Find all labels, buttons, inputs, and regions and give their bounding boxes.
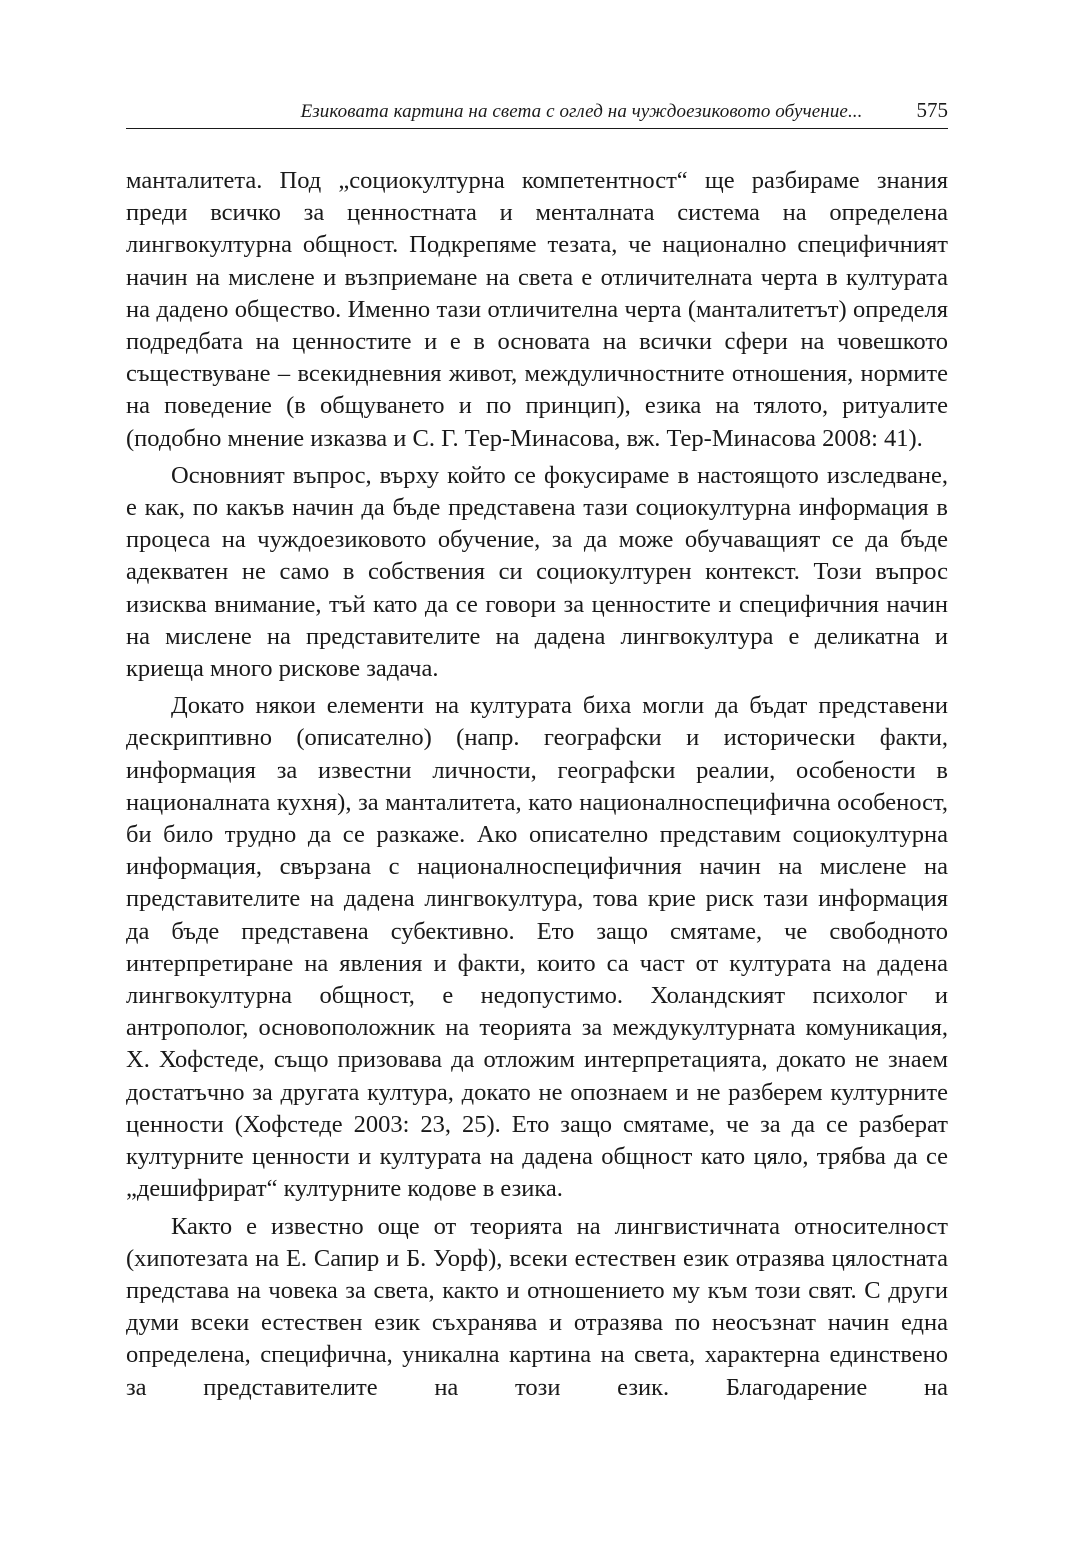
page-number: 575 [916,98,948,122]
paragraph-3: Докато някои елементи на културата биха могли да бъдат представени дескриптивно (описателно) (напр. географски и исторически факти, информация за известни личности, географски реалии, особености в националната кухня), за манталитета, като националноспецифична особеност, би било трудно да се разкаже. Ако описателно представим социокултурна информация, свързана с националноспецифичния начин на мислене на представителите на дадена лингвокултура, това крие риск тази информация да бъде представена субективно. Ето защо смятаме, че свободното интерпретиране на явления и факти, които са част от културата на дадена лингвокултурна общност, е недопустимо. Холандският психолог и антрополог, основоположник на теорията за междукултурната комуникация, Х. Хофстеде, също призовава да отложим интерпретацията, докато не знаем достатъчно за другата култура, докато не опознаем и не разберем културните ценности (Хофстеде 2003: 23, 25). Ето защо смятаме, че за да се разберат културните ценности и културата на дадена общност като цяло, трябва да се „дешифрират“ културните кодове в езика. [126,692,948,1203]
paragraph-4: Както е известно още от теорията на лингвистичната относителност (хипотезата на Е. Сапир и Б. Уорф), всеки естествен език отразява цялостната представа на човека за света, както и отношението му към този свят. С други думи всеки естествен език съхранява и отразява по неосъзнат начин една определена, специфична, уникална картина на света, характерна единствено за представителите на този език. Благодарение на [126,1212,948,1401]
book-page [126,98,948,1404]
body-text [126,165,948,1404]
paragraph-2: Основният въпрос, върху който се фокусираме в настоящото изследване, е как, по какъв начин да бъде представена тази социокултурна информация в процеса на чуждоезиковото обучение, за да може обучаващият се да бъде адекватен не само в собствения си социокултурен контекст. Този въпрос изисква внимание, тъй като да се говори за ценностите и специфичния начин на мислене на представителите на дадена лингвокултура е деликатна и криеща много рискове задача. [126,461,948,683]
paragraph-1: манталитета. Под „социокултурна компетентност“ ще разбираме знания преди всичко за ценностната и менталната система на определена лингвокултурна общност. Подкрепяме тезата, че национално специфичният начин на мислене и възприемане на света е отличителната черта в културата на дадено общество. Именно тази отличителна черта (манталитетът) определя подредбата на ценностите и е в основата на всички сфери на човешкото съществуване – всекидневния живот, междуличностните отношения, нормите на поведение (в общуването и по принцип), езика на тялото, ритуалите (подобно мнение изказва и С. Г. Тер-Минасова, вж. Тер-Минасова 2008: 41). [126,167,948,452]
running-header [126,98,948,129]
running-title: Езиковата картина на света с оглед на чуждоезиковото обучение... [300,101,863,122]
